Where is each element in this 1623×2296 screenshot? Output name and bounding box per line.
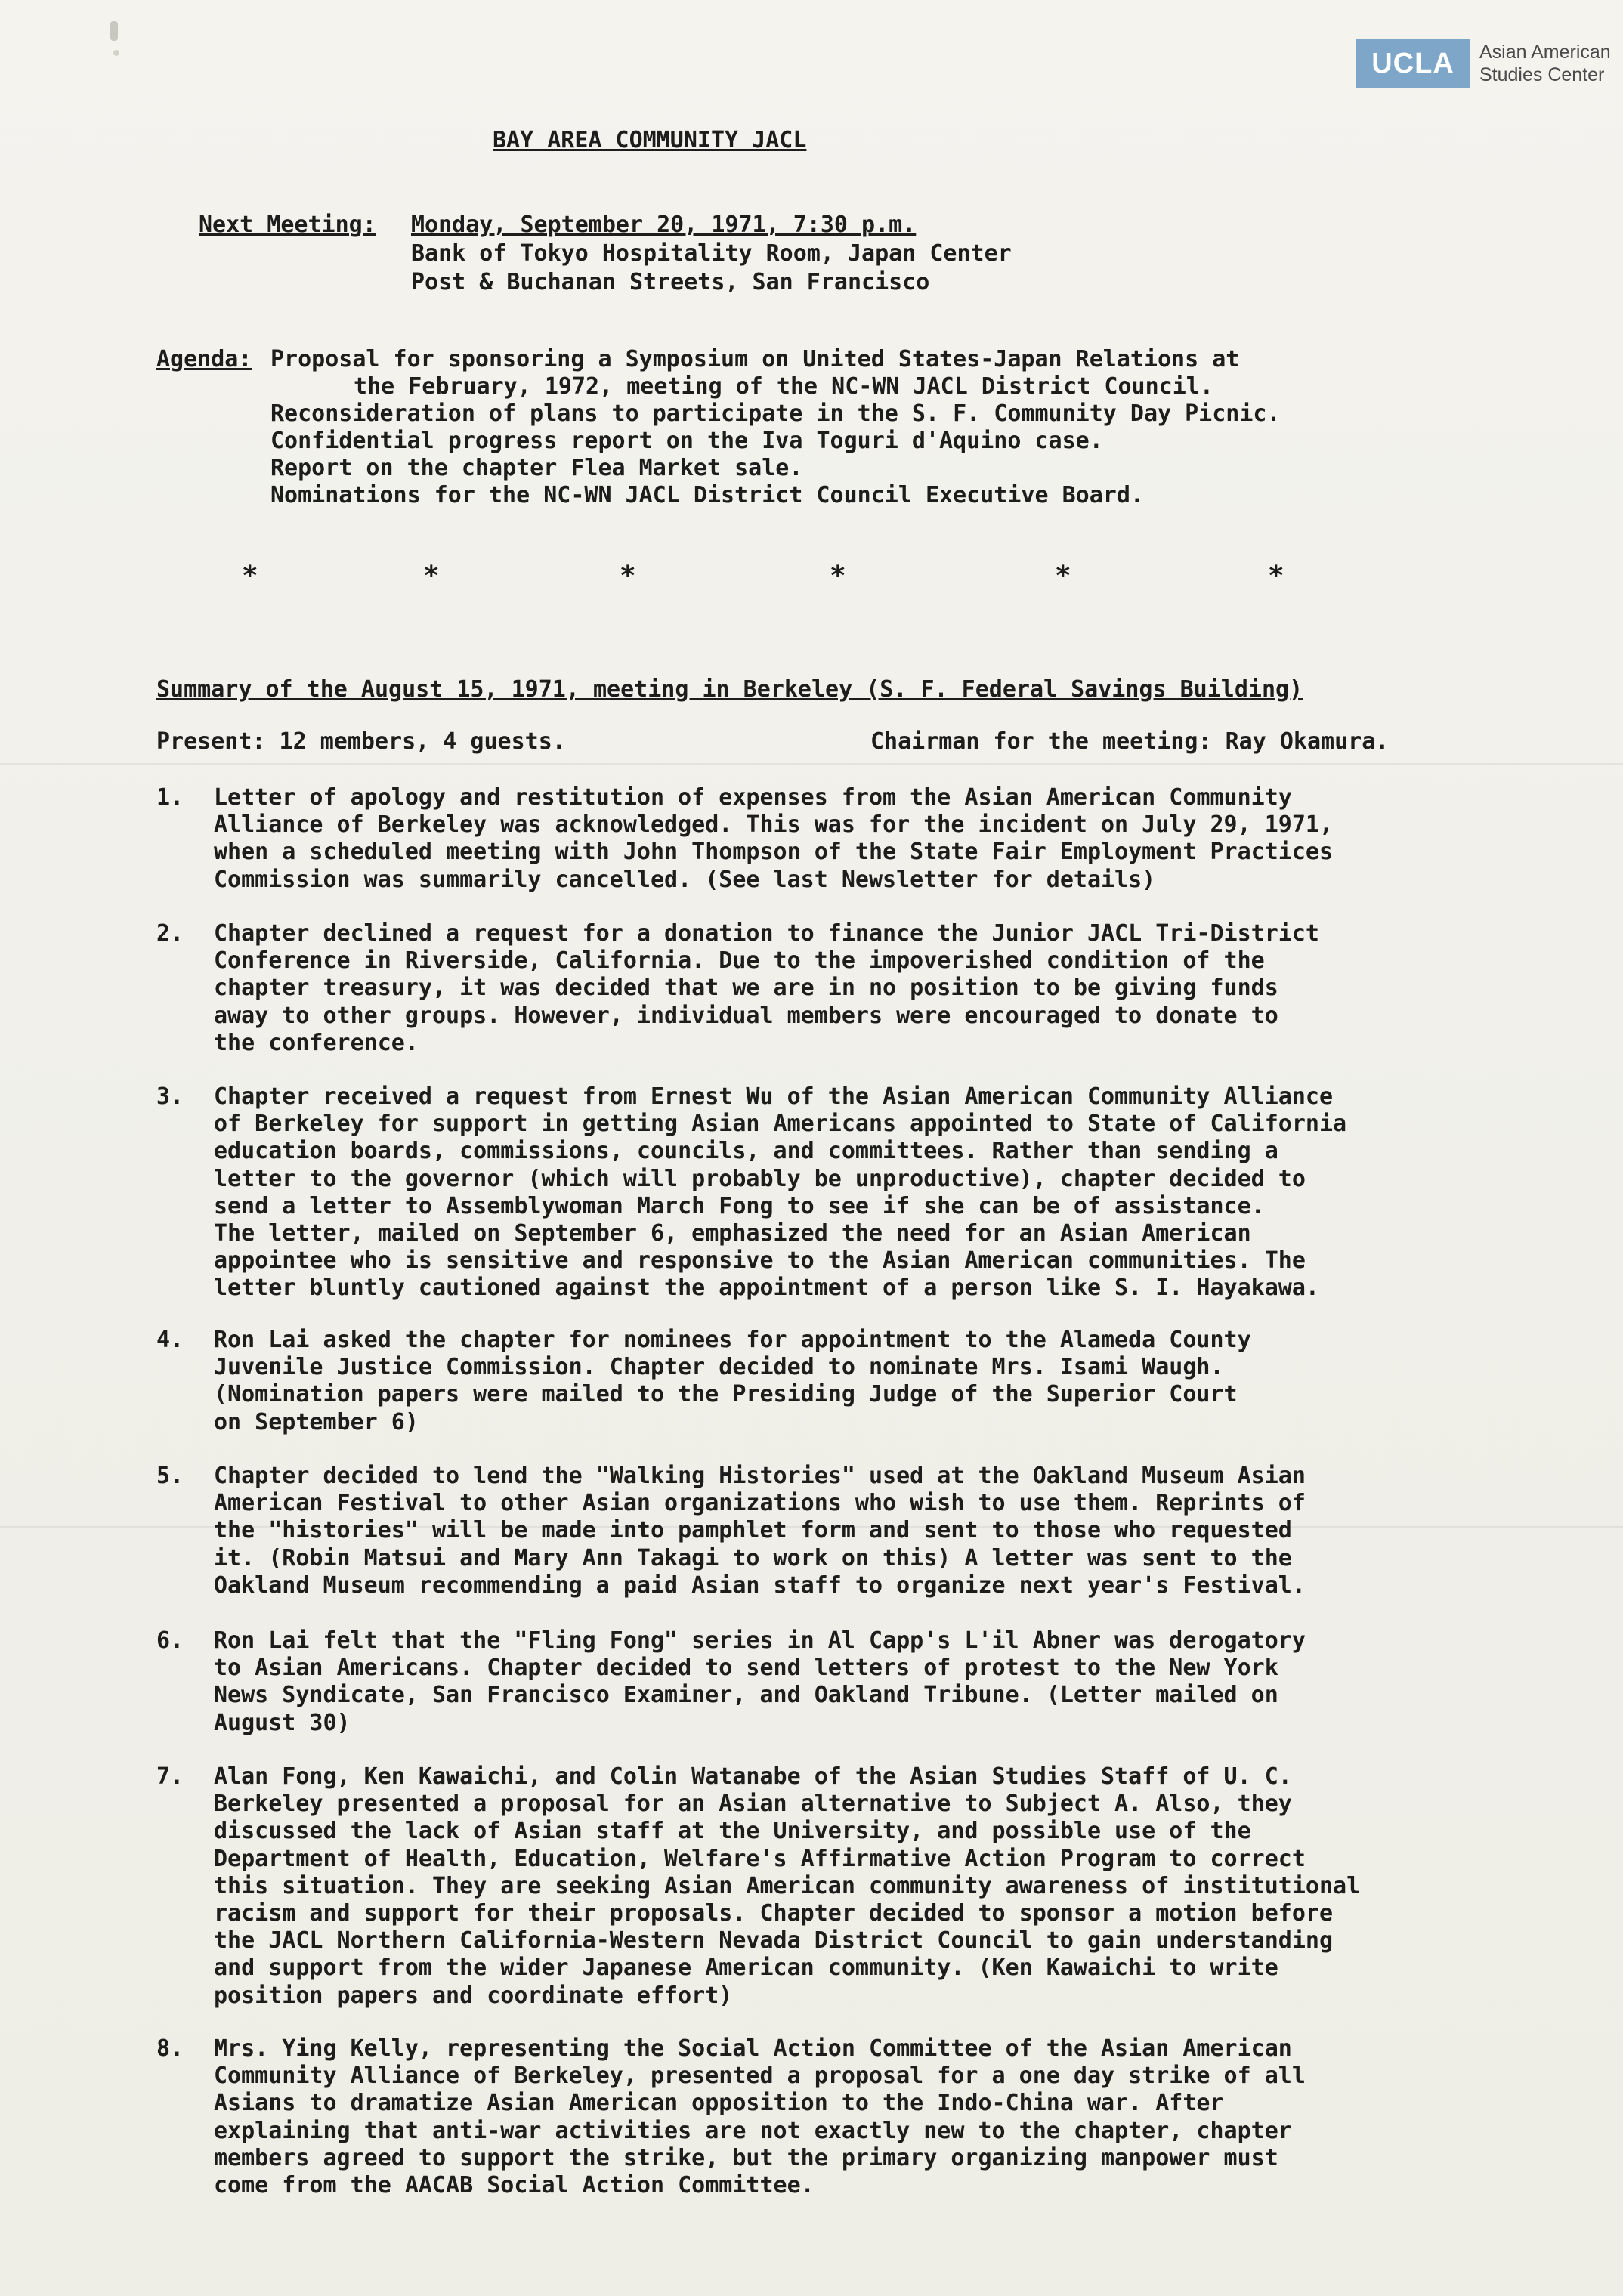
ucla-logo: UCLA (1356, 39, 1470, 88)
item-line: appointee who is sensitive and responsive to the Asian American communities. The (214, 1247, 1306, 1275)
item-line: the conference. (214, 1029, 419, 1056)
item-line: of Berkeley for support in getting Asian Americans appointed to State of California (214, 1111, 1347, 1138)
item-number: 4. (156, 1327, 184, 1353)
item-line: The letter, mailed on September 6, emphasized the need for an Asian American (214, 1220, 1251, 1247)
separator-asterisks (0, 561, 1623, 591)
item-line: Chapter decided to lend the "Walking Histories" used at the Oakland Museum Asian (214, 1463, 1306, 1489)
item-number: 5. (156, 1463, 184, 1489)
item-line: Alliance of Berkeley was acknowledged. This was for the incident on July 29, 1971, (214, 811, 1334, 839)
item-line: the JACL Northern California-Western Nevada District Council to gain understanding (214, 1927, 1334, 1955)
item-line: Conference in Riverside, California. Due to the impoverished condition of the (214, 947, 1265, 975)
next-meeting-label: Next Meeting: (199, 212, 376, 238)
item-line: Chapter declined a request for a donation to finance the Junior JACL Tri-District (214, 920, 1319, 947)
agenda-line: Reconsideration of plans to participate in the S. F. Community Day Picnic. (270, 400, 1281, 427)
next-meeting-line: Post & Buchanan Streets, San Francisco (411, 269, 930, 295)
item-line: away to other groups. However, individual members were encouraged to donate to (214, 1002, 1278, 1029)
page-title: BAY AREA COMMUNITY JACL (493, 127, 807, 153)
asterisk: * (1055, 561, 1071, 592)
item-number: 6. (156, 1627, 184, 1654)
agenda-line: the February, 1972, meeting of the NC-WN JACL District Council. (354, 373, 1213, 400)
item-line: Alan Fong, Ken Kawaichi, and Colin Watanabe of the Asian Studies Staff of U. C. (214, 1763, 1292, 1790)
chairman: Chairman for the meeting: Ray Okamura. (870, 728, 1390, 755)
item-line: Oakland Museum recommending a paid Asian staff to organize next year's Festival. (214, 1571, 1306, 1599)
staple-mark (110, 21, 118, 41)
item-line: Commission was summarily cancelled. (See last Newsletter for details) (214, 866, 1156, 893)
agenda-line: Report on the chapter Flea Market sale. (270, 455, 803, 481)
item-line: Chapter received a request from Ernest Wu of the Asian American Community Alliance (214, 1083, 1334, 1110)
item-line: letter bluntly cautioned against the appointment of a person like S. I. Hayakawa. (214, 1275, 1319, 1302)
paper-fold (0, 763, 1623, 765)
item-number: 3. (156, 1083, 184, 1110)
asterisk: * (423, 561, 440, 592)
item-line: letter to the governor (which will probably be unproductive), chapter decided to (214, 1165, 1306, 1192)
item-number: 2. (156, 920, 184, 947)
item-line: Department of Health, Education, Welfare's Affirmative Action Program to correct (214, 1845, 1306, 1872)
agenda-line: Confidential progress report on the Iva Toguri d'Aquino case. (270, 428, 1103, 454)
item-line: education boards, commissions, councils, and committees. Rather than sending a (214, 1138, 1278, 1165)
agenda-line: Proposal for sponsoring a Symposium on United States-Japan Relations at (270, 346, 1240, 372)
next-meeting-line: Bank of Tokyo Hospitality Room, Japan Center (411, 240, 1012, 267)
item-line: position papers and coordinate effort) (214, 1982, 733, 2009)
asterisk: * (242, 561, 258, 592)
item-number: 1. (156, 784, 184, 811)
badge-line-2: Studies Center (1479, 64, 1605, 85)
item-line: send a letter to Assemblywoman March Fong to see if she can be of assistance. (214, 1192, 1265, 1219)
asterisk: * (830, 561, 846, 592)
item-line: American Festival to other Asian organizations who wish to use them. Reprints of (214, 1490, 1306, 1517)
item-line: Juvenile Justice Commission. Chapter decided to nominate Mrs. Isami Waugh. (214, 1354, 1224, 1381)
item-line: the "histories" will be made into pamphlet form and sent to those who requested (214, 1517, 1292, 1544)
staple-mark (113, 50, 119, 56)
asterisk: * (620, 561, 636, 592)
ucla-aasc-badge (1356, 39, 1611, 88)
item-line: and support from the wider Japanese American community. (Ken Kawaichi to write (214, 1955, 1278, 1982)
item-line: when a scheduled meeting with John Thompson of the State Fair Employment Practices (214, 839, 1334, 866)
item-number: 8. (156, 2035, 184, 2062)
item-line: August 30) (214, 1709, 351, 1736)
item-line: (Nomination papers were mailed to the Presiding Judge of the Superior Court (214, 1381, 1238, 1408)
item-line: members agreed to support the strike, but the primary organizing manpower must (214, 2144, 1278, 2171)
item-line: Ron Lai asked the chapter for nominees for appointment to the Alameda County (214, 1327, 1251, 1353)
item-line: chapter treasury, it was decided that we are in no position to be giving funds (214, 975, 1278, 1002)
item-line: Letter of apology and restitution of expenses from the Asian American Community (214, 784, 1292, 811)
item-line: Community Alliance of Berkeley, presented a proposal for a one day strike of all (214, 2063, 1306, 2090)
attendance: Present: 12 members, 4 guests. (156, 728, 566, 755)
item-line: Mrs. Ying Kelly, representing the Social Action Committee of the Asian American (214, 2035, 1292, 2062)
badge-caption (1479, 41, 1611, 86)
item-line: explaining that anti-war activities are not exactly new to the chapter, chapter (214, 2117, 1292, 2144)
item-line: Berkeley presented a proposal for an Asian alternative to Subject A. Also, they (214, 1791, 1292, 1818)
item-line: it. (Robin Matsui and Mary Ann Takagi to work on this) A letter was sent to the (214, 1544, 1292, 1571)
item-line: racism and support for their proposals. Chapter decided to sponsor a motion before (214, 1900, 1334, 1927)
agenda-line: Nominations for the NC-WN JACL District Council Executive Board. (270, 482, 1144, 508)
item-line: Asians to dramatize Asian American opposition to the Indo-China war. After (214, 2090, 1224, 2117)
item-line: to Asian Americans. Chapter decided to send letters of protest to the New York (214, 1655, 1278, 1682)
summary-heading: Summary of the August 15, 1971, meeting in Berkeley (S. F. Federal Savings Building) (156, 676, 1303, 703)
item-number: 7. (156, 1763, 184, 1790)
asterisk: * (1268, 561, 1284, 592)
item-line: come from the AACAB Social Action Committee. (214, 2172, 815, 2199)
badge-line-1: Asian American (1479, 42, 1611, 63)
item-line: on September 6) (214, 1408, 419, 1435)
next-meeting-line: Monday, September 20, 1971, 7:30 p.m. (411, 212, 917, 238)
item-line: discussed the lack of Asian staff at the University, and possible use of the (214, 1818, 1251, 1845)
item-line: News Syndicate, San Francisco Examiner, and Oakland Tribune. (Letter mailed on (214, 1682, 1278, 1709)
item-line: Ron Lai felt that the "Fling Fong" series in Al Capp's L'il Abner was derogatory (214, 1627, 1306, 1654)
item-line: this situation. They are seeking Asian American community awareness of institutional (214, 1872, 1361, 1899)
agenda-label: Agenda: (156, 346, 252, 372)
